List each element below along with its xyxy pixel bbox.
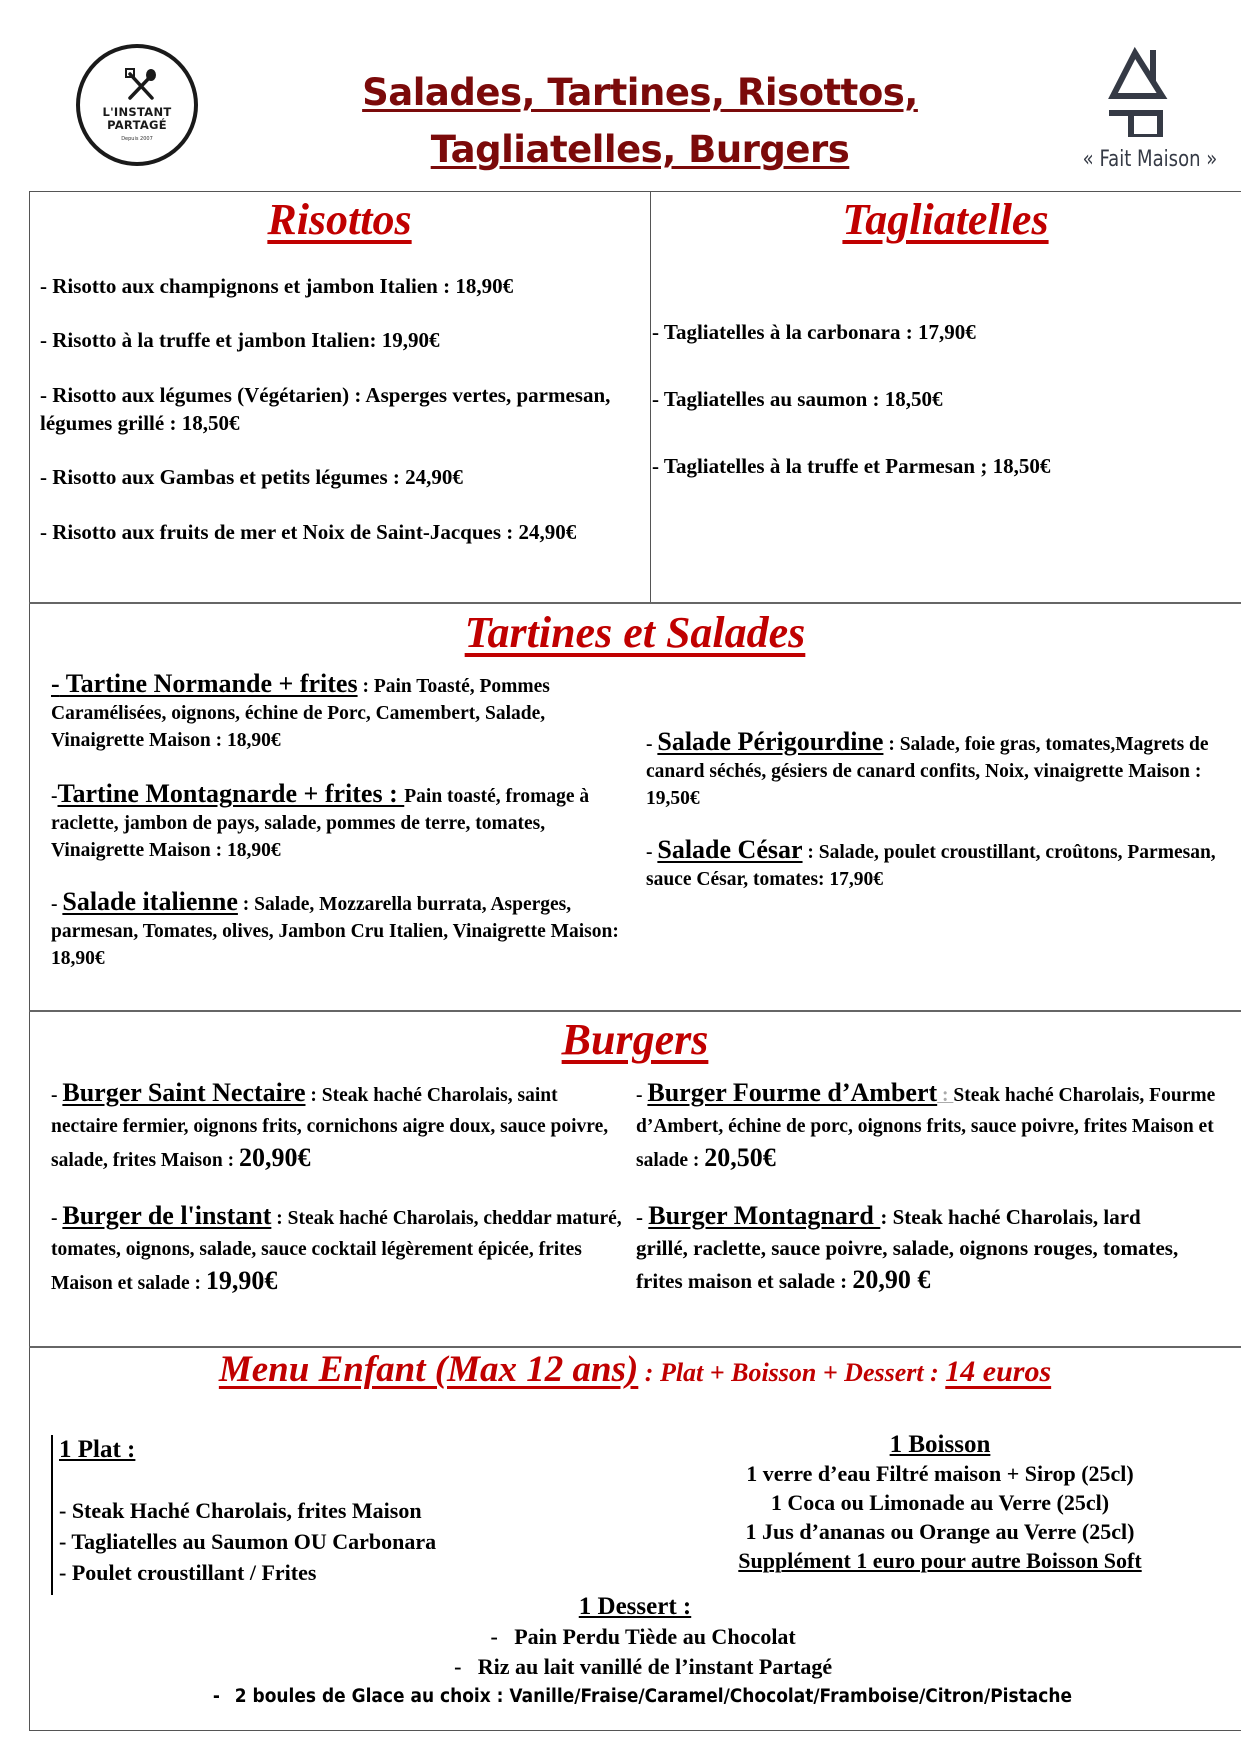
section-divider <box>29 602 1241 604</box>
item-name: Burger Saint Nectaire <box>62 1078 306 1107</box>
menu-item <box>51 670 631 754</box>
boisson-item: 1 verre d’eau Filtré maison + Sirop (25cl) <box>746 1461 1134 1486</box>
logo-brand-text <box>80 106 194 132</box>
menu-item: - Risotto aux fruits de mer et Noix de Saint-Jacques : 24,90€ <box>40 520 577 544</box>
logo-brand-line1: L'INSTANT <box>102 105 172 119</box>
item-separator: : <box>357 676 374 697</box>
plat-item: - Poulet croustillant / Frites <box>59 1560 317 1585</box>
section-title-risottos: Risottos <box>267 195 412 244</box>
item-separator: : <box>305 1085 322 1106</box>
plat-title: 1 Plat : <box>59 1436 136 1463</box>
dessert-item: - 2 boules de Glace au choix : Vanille/Fraise/Caramel/Chocolat/Framboise/Citron/Pistache <box>212 1686 1072 1707</box>
item-description: Steak haché Charolais, lard grillé, raclette, sauce poivre, salade, oignons rouges, tomates, frites maison et salade : <box>636 1205 1179 1293</box>
menu-item: - Risotto aux légumes (Végétarien) : Asperges vertes, parmesan, légumes grillé : 18,50€ <box>40 383 611 435</box>
item-prefix: - <box>646 842 658 863</box>
boisson-title: 1 Boisson <box>889 1431 991 1458</box>
menu-item <box>636 1200 1196 1297</box>
item-description: Pain Toasté, Pommes Caramélisées, oignons, échine de Porc, Camembert, Salade, Vinaigrette Maison : 18,90€ <box>51 676 550 751</box>
item-description: Salade, foie gras, tomates,Magrets de canard séchés, gésiers de canard confits, Noix, vinaigrette Maison : 19,50€ <box>646 734 1209 809</box>
page-title <box>300 64 980 178</box>
boisson-item: 1 Coca ou Limonade au Verre (25cl) <box>770 1490 1110 1515</box>
menu-enfant-title: Menu Enfant (Max 12 ans) <box>218 1349 639 1390</box>
fait-maison-label: « Fait Maison » <box>1082 147 1218 172</box>
item-name: Tartine Normande + frites <box>59 669 358 698</box>
item-separator: : <box>880 1205 893 1229</box>
house-pan-icon <box>1105 45 1175 137</box>
menu-item: - Risotto à la truffe et jambon Italien: 19,90€ <box>40 328 440 352</box>
section-title-menu-enfant <box>29 1348 1241 1391</box>
section-title-tartines-salades: Tartines et Salades <box>464 608 806 657</box>
menu-enfant-boisson <box>660 1430 1220 1575</box>
item-separator: : <box>237 894 255 915</box>
item-price: 20,90 € <box>852 1265 931 1294</box>
page-title-line2: Tagliatelles, Burgers <box>430 128 850 171</box>
item-separator: : <box>802 842 819 863</box>
item-description: Salade, Mozzarella burrata, Asperges, parmesan, Tomates, olives, Jambon Cru Italien, Vinaigrette Maison: 18,90€ <box>51 894 619 969</box>
item-name: Burger Montagnard <box>648 1201 881 1230</box>
menu-enfant-price: 14 euros <box>945 1355 1052 1388</box>
item-prefix: - <box>51 669 60 698</box>
item-separator: : <box>937 1085 954 1106</box>
section-title-burgers: Burgers <box>561 1015 709 1064</box>
section-title-tagliatelles: Tagliatelles <box>842 195 1049 244</box>
item-description: Salade, poulet croustillant, croûtons, Parmesan, sauce César, tomates: 17,90€ <box>646 842 1216 890</box>
item-prefix: - <box>51 1085 63 1106</box>
item-prefix: - <box>51 894 63 915</box>
boisson-item: 1 Jus d’ananas ou Orange au Verre (25cl) <box>745 1519 1135 1544</box>
item-name: Burger de l'instant <box>62 1201 272 1230</box>
item-price: 20,50€ <box>704 1143 776 1172</box>
fork-spoon-icon <box>124 68 158 102</box>
column-divider <box>650 191 651 603</box>
item-description: Pain toasté, fromage à raclette, jambon de pays, salade, pommes de terre, tomates, Vinaigrette Maison : 18,90€ <box>51 786 590 861</box>
item-description: Steak haché Charolais, cheddar maturé, tomates, oignons, salade, sauce cocktail légèrement épicée, frites Maison et salade : <box>51 1208 622 1294</box>
item-name: Salade italienne <box>62 887 238 916</box>
menu-item <box>51 1077 626 1176</box>
dessert-item: - Pain Perdu Tiède au Chocolat <box>490 1624 796 1649</box>
dessert-title: 1 Dessert : <box>578 1593 692 1620</box>
plat-item: - Steak Haché Charolais, frites Maison <box>59 1498 422 1523</box>
menu-item <box>636 1077 1226 1176</box>
menu-enfant-dessert <box>29 1592 1241 1712</box>
boisson-supplement: Supplément 1 euro pour autre Boisson Soft <box>738 1548 1142 1573</box>
item-name: Tartine Montagnarde + frites : <box>57 779 405 808</box>
menu-item: - Risotto aux Gambas et petits légumes : 24,90€ <box>40 465 463 489</box>
menu-item: - Tagliatelles au saumon : 18,50€ <box>652 387 943 411</box>
logo-since: Depuis 2007 <box>121 136 153 142</box>
menu-item <box>51 888 631 972</box>
menu-item <box>51 780 611 864</box>
menu-item <box>646 836 1221 893</box>
item-prefix: - <box>636 1085 648 1106</box>
item-description: Steak haché Charolais, Fourme d’Ambert, échine de porc, oignons frits, sauce poivre, frites Maison et salade : <box>636 1085 1216 1171</box>
item-separator: : <box>271 1208 288 1229</box>
menu-item: - Tagliatelles à la carbonara : 17,90€ <box>652 320 976 344</box>
menu-item <box>646 728 1221 812</box>
item-description: Steak haché Charolais, saint nectaire fermier, oignons frits, cornichons aigre doux, sauce poivre, salade, frites Maison : <box>51 1085 609 1171</box>
fait-maison-logo <box>1065 40 1235 180</box>
item-separator: : <box>883 734 900 755</box>
item-name: Salade Périgourdine <box>657 727 884 756</box>
item-prefix: - <box>51 786 58 807</box>
menu-item: - Tagliatelles à la truffe et Parmesan ; 18,50€ <box>652 454 1051 478</box>
menu-enfant-subtitle: : Plat + Boisson + Dessert : <box>638 1358 946 1387</box>
plat-item: - Tagliatelles au Saumon OU Carbonara <box>59 1529 437 1554</box>
item-price: 20,90€ <box>238 1143 311 1172</box>
item-prefix: - <box>636 1205 649 1229</box>
item-prefix: - <box>51 1208 63 1229</box>
logo-brand-line2: PARTAGÉ <box>107 118 167 132</box>
page-title-line1: Salades, Tartines, Risottos, <box>362 71 918 114</box>
dessert-item: - Riz au lait vanillé de l’instant Partagé <box>454 1654 833 1679</box>
menu-item <box>51 1200 631 1299</box>
item-name: Burger Fourme d’Ambert <box>647 1078 938 1107</box>
item-name: Salade César <box>657 835 803 864</box>
menu-enfant-plat <box>51 1435 436 1595</box>
restaurant-logo <box>76 44 198 166</box>
menu-item: - Risotto aux champignons et jambon Italien : 18,90€ <box>40 274 514 298</box>
section-divider <box>29 1010 1241 1012</box>
item-prefix: - <box>646 734 658 755</box>
item-price: 19,90€ <box>205 1266 278 1295</box>
